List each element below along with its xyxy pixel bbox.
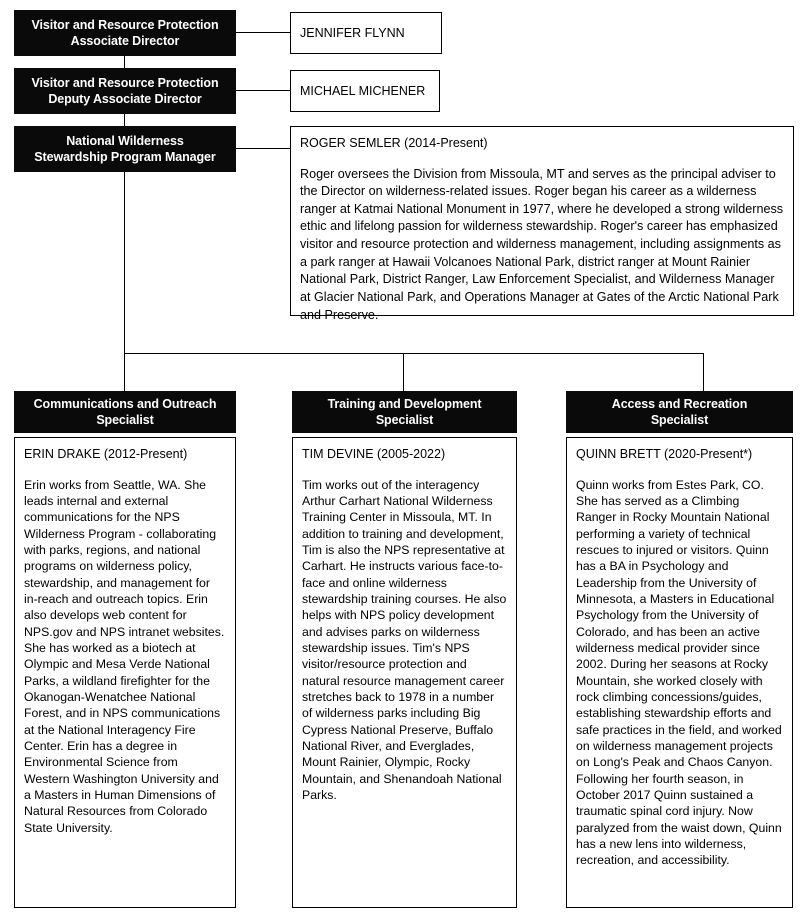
node-access-recreation-specialist[interactable] xyxy=(566,391,793,433)
bio-header: ROGER SEMLER (2014-Present) xyxy=(300,136,488,150)
role-line-1: National Wilderness xyxy=(66,134,184,148)
bio-box-roger-semler[interactable] xyxy=(290,126,794,322)
node-communications-outreach-specialist[interactable] xyxy=(14,391,236,433)
role-line-1: Training and Development xyxy=(327,397,482,411)
role-line-2: Associate Director xyxy=(70,34,180,48)
connector-drop-specialist-1 xyxy=(124,353,125,391)
connector-level2-to-level3 xyxy=(124,114,125,126)
connector-level1-to-name xyxy=(236,32,290,33)
node-training-development-specialist-label xyxy=(328,396,482,428)
role-line-2: Stewardship Program Manager xyxy=(34,150,216,164)
bio-text: Erin works from Seattle, WA. She leads internal and external communications for the NPS Wilderness Program - collaborating with parks, regions, and national programs on wilderness policy, stewardship, and management for in-reach and outreach topics. Erin also develops web content for NPS.gov and NPS intranet websites. She has worked as a biotech at Olympic and Mesa Verde National Parks, a wildland firefighter for the Okanogan-Wenatchee National Forest, and in NPS communications at the National Interagency Fire Center. Erin has a degree in Environmental Science from Western Washington University and a Masters in Human Dimensions of Natural Resources from Colorado State University. xyxy=(24,477,225,835)
person-name: MICHAEL MICHENER xyxy=(300,83,426,98)
role-line-1: Visitor and Resource Protection xyxy=(31,76,219,90)
connector-level1-to-level2 xyxy=(124,56,125,68)
bio-header: TIM DEVINE (2005-2022) xyxy=(302,447,446,461)
role-line-2: Deputy Associate Director xyxy=(48,92,202,106)
node-associate-director[interactable] xyxy=(14,10,236,56)
connector-level2-to-name xyxy=(236,90,290,91)
bio-box-erin-drake[interactable] xyxy=(14,437,236,908)
node-associate-director-label xyxy=(32,17,219,49)
node-training-development-specialist[interactable] xyxy=(292,391,517,433)
bio-header: ERIN DRAKE (2012-Present) xyxy=(24,447,188,461)
role-line-2: Specialist xyxy=(96,413,154,427)
bio-box-tim-devine[interactable] xyxy=(292,437,517,908)
role-line-1: Access and Recreation xyxy=(611,397,748,411)
bio-text: Quinn works from Estes Park, CO. She has served as a Climbing Ranger in Rocky Mountain National performing a variety of technical rescues to injured or visitors. Quinn has a BA in Psychology and Leadership from the University of Minnesota, a Masters in Educational Psychology from the University of Colorado, and has been an active wilderness medical provider since 2002. During her seasons at Rocky Mountain, she worked closely with rock climbing concessions/guides, establishing stewardship efforts and safe practices in the field, and worked on wilderness management projects on Long's Peak and Chaos Canyon. Following her fourth season, in October 2017 Quinn sustained a traumatic spinal cord injury. Now paralyzed from the waist down, Quinn has a new lens into wilderness, recreation, and accessibility. xyxy=(576,477,782,868)
name-box-michael-michener[interactable] xyxy=(290,70,440,112)
role-line-1: Visitor and Resource Protection xyxy=(31,18,219,32)
connector-drop-specialist-2 xyxy=(403,353,404,391)
name-box-jennifer-flynn[interactable] xyxy=(290,12,442,54)
connector-level3-to-bio xyxy=(236,148,290,149)
node-communications-outreach-specialist-label xyxy=(34,396,217,428)
connector-trunk-down xyxy=(124,172,125,354)
connector-horizontal-bus xyxy=(124,353,704,354)
bio-box-quinn-brett[interactable] xyxy=(566,437,793,908)
person-name: JENNIFER FLYNN xyxy=(300,25,405,40)
role-line-2: Specialist xyxy=(375,413,434,427)
role-line-1: Communications and Outreach xyxy=(33,397,217,411)
bio-text: Tim works out of the interagency Arthur Carhart National Wilderness Training Center in Missoula, MT. In addition to training and development, Tim is also the NPS representative at Carhart. He instructs various face-to-face and online wilderness stewardship training courses. He also helps with NPS policy development and advises parks on wilderness stewardship issues. Tim's NPS visitor/resource protection and natural resource management career stretches back to 1978 in a number of wilderness parks including Big Cypress National Preserve, Buffalo National River, and Everglades, Mount Rainier, Olympic, Rocky Mountain, and Shenandoah National Parks. xyxy=(302,477,507,803)
node-deputy-associate-director[interactable] xyxy=(14,68,236,114)
node-access-recreation-specialist-label xyxy=(612,396,747,428)
node-program-manager-label xyxy=(34,133,215,165)
node-program-manager[interactable] xyxy=(14,126,236,172)
bio-text: Roger oversees the Division from Missoula, MT and serves as the principal adviser to the Director on wilderness-related issues. Roger began his career as a wilderness ranger at Katmai National Monument in 1977, where he developed a strong wilderness ethic and lifelong passion for wilderness stewardship. Roger's career has emphasized visitor and resource protection and wilderness management, including assignments as a park ranger at Hawaii Volcanoes National Park, district ranger at Mount Rainier National Park, District Ranger, Law Enforcement Specialist, and Wilderness Manager at Glacier National Park, and Operations Manager at Gates of the Arctic National Park and Preserve. xyxy=(300,166,784,322)
node-deputy-associate-director-label xyxy=(32,75,219,107)
bio-header: QUINN BRETT (2020-Present*) xyxy=(576,447,753,461)
connector-drop-specialist-3 xyxy=(703,353,704,391)
role-line-2: Specialist xyxy=(650,413,709,427)
